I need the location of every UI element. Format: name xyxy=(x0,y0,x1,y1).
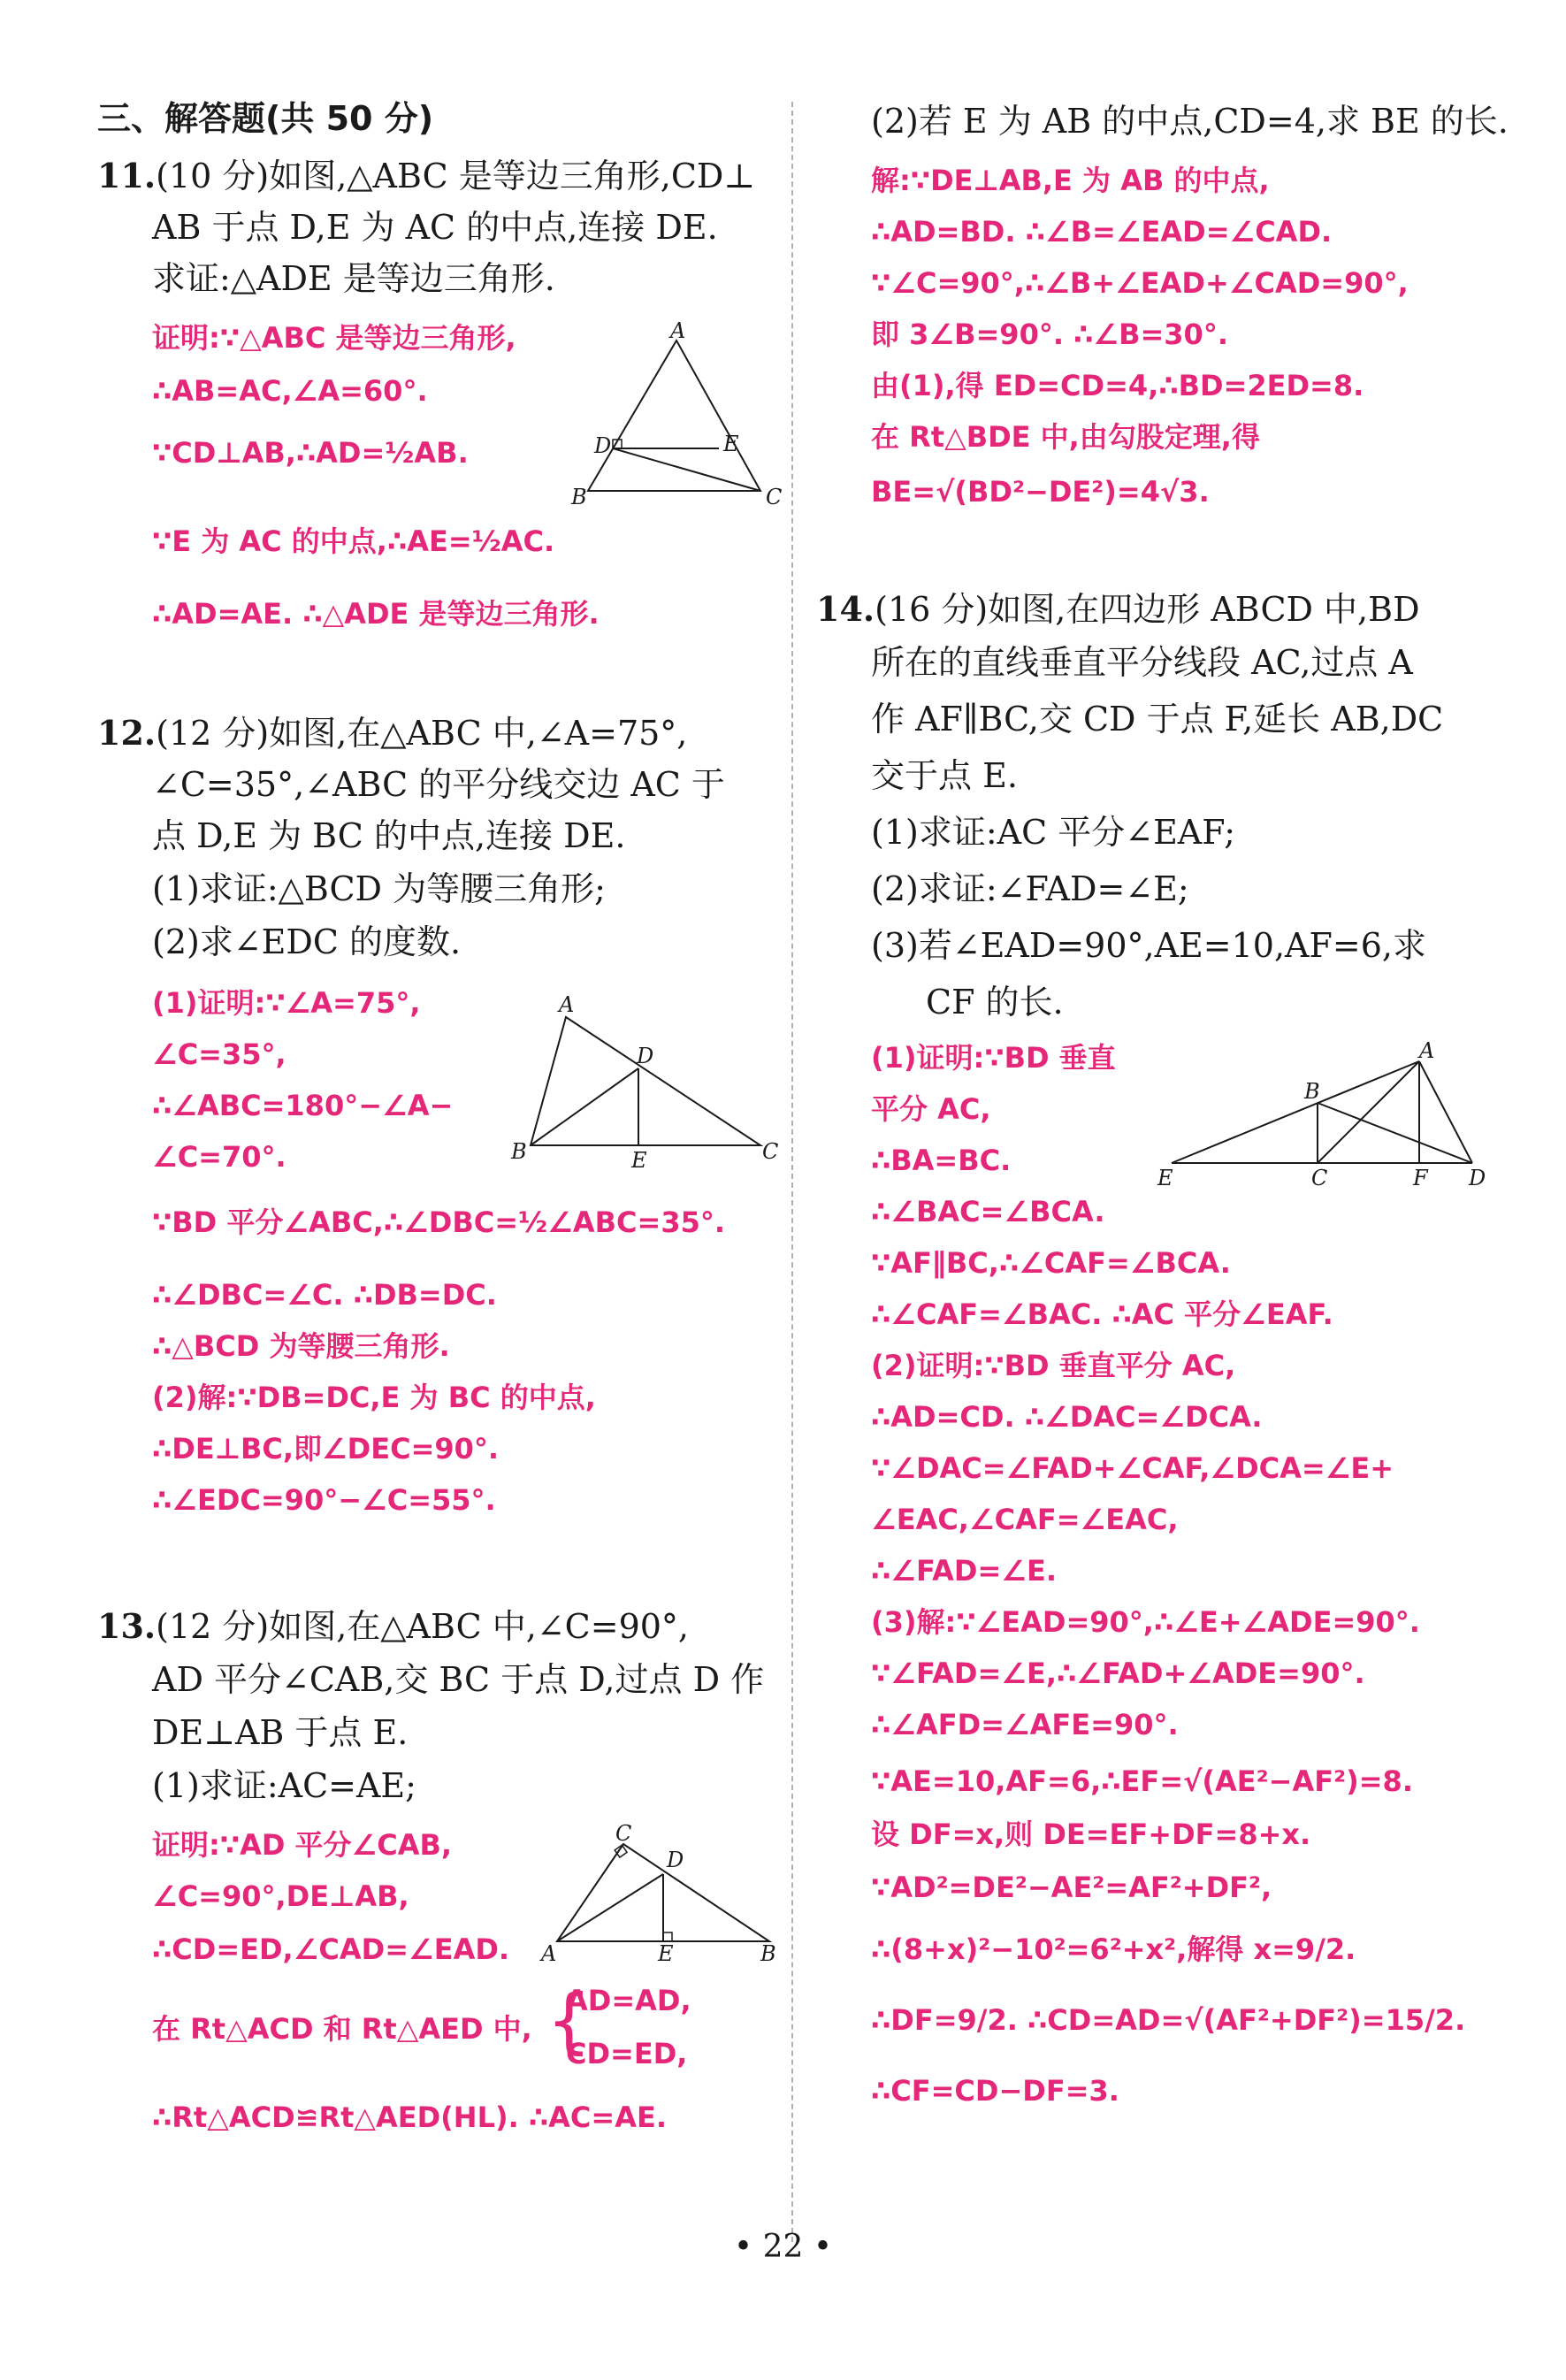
q12-line: (1)求证:△BCD 为等腰三角形; xyxy=(152,869,606,908)
q13-solution-line: 在 Rt△ACD 和 Rt△AED 中, xyxy=(152,2012,532,2046)
q14-number: 14. xyxy=(816,589,875,629)
q13-label-a: A xyxy=(541,1941,557,1966)
q14-line: 作 AF∥BC,交 CD 于点 F,延长 AB,DC xyxy=(871,700,1444,738)
q14-solution-line: ∴CF=CD−DF=3. xyxy=(871,2074,1119,2108)
q14-label-b: B xyxy=(1304,1079,1320,1104)
q14-solution-line: ∴∠FAD=∠E. xyxy=(871,1554,1057,1588)
q12-solution-line: ∴DE⊥BC,即∠DEC=90°. xyxy=(152,1432,500,1465)
q14-solution-line: ∴BA=BC. xyxy=(871,1144,1012,1177)
q11-solution-line: ∵CD⊥AB,∴AD=½AB. xyxy=(152,436,469,470)
q14-line: (3)若∠EAD=90°,AE=10,AF=6,求 xyxy=(871,926,1426,965)
q11-label-a: A xyxy=(670,318,686,343)
q11-solution-line: 证明:∵△ABC 是等边三角形, xyxy=(152,321,516,355)
q14-solution-line: ∴DF=9/2. ∴CD=AD=√(AF²+DF²)=15/2. xyxy=(871,2003,1466,2037)
q12-label-a: A xyxy=(559,992,575,1017)
q13-number: 13. xyxy=(97,1606,157,1646)
q14-label-e: E xyxy=(1157,1166,1173,1190)
q12-line: 点 D,E 为 BC 的中点,连接 DE. xyxy=(152,816,626,855)
q13-part2: (2)若 E 为 AB 的中点,CD=4,求 BE 的长. xyxy=(871,102,1509,141)
q12-line: (12 分)如图,在△ABC 中,∠A=75°, xyxy=(156,714,688,753)
q11-line: AB 于点 D,E 为 AC 的中点,连接 DE. xyxy=(152,208,718,247)
q12-solution-line: (2)解:∵DB=DC,E 为 BC 的中点, xyxy=(152,1381,596,1414)
q13-solution-line: 证明:∵AD 平分∠CAB, xyxy=(152,1828,453,1862)
q12-solution-line: (1)证明:∵∠A=75°, xyxy=(152,986,421,1020)
q13-solution2-line: ∴AD=BD. ∴∠B=∠EAD=∠CAD. xyxy=(871,215,1333,249)
q12-figure xyxy=(504,991,779,1173)
q14-solution-line: ∵AD²=DE²−AE²=AF²+DF², xyxy=(871,1871,1272,1904)
q13-solution2-line: 即 3∠B=90°. ∴∠B=30°. xyxy=(871,318,1228,351)
q14-label-c: C xyxy=(1311,1166,1328,1190)
q14-solution-line: ∠EAC,∠CAF=∠EAC, xyxy=(871,1503,1179,1536)
q14-line: CF 的长. xyxy=(926,983,1064,1022)
q11-label-d: D xyxy=(594,433,612,458)
q11-line: 求证:△ADE 是等边三角形. xyxy=(152,259,555,298)
q12-solution-line: ∴∠DBC=∠C. ∴DB=DC. xyxy=(152,1278,497,1312)
q13-solution-line: AD=AD, xyxy=(566,1984,691,2017)
q13-figure xyxy=(539,1821,778,1968)
q13-solution-line: ∴CD=ED,∠CAD=∠EAD. xyxy=(152,1932,510,1966)
q11-line: (10 分)如图,△ABC 是等边三角形,CD⊥ xyxy=(156,157,756,195)
q13-label-d: D xyxy=(667,1848,684,1872)
q13-solution-line: ∠C=90°,DE⊥AB, xyxy=(152,1879,409,1913)
q13-label-c: C xyxy=(615,1821,632,1846)
page-number: • 22 • xyxy=(733,2229,833,2265)
q14-solution-line: ∴∠AFD=∠AFE=90°. xyxy=(871,1708,1179,1741)
q12-label-c: C xyxy=(762,1139,779,1164)
q12-line: ∠C=35°,∠ABC 的平分线交边 AC 于 xyxy=(152,765,725,804)
q11-solution-line: ∴AD=AE. ∴△ADE 是等边三角形. xyxy=(152,597,600,631)
q14-solution-line: (3)解:∵∠EAD=90°,∴∠E+∠ADE=90°. xyxy=(871,1605,1420,1639)
q11-label-b: B xyxy=(571,485,587,509)
q11-solution-line: ∵E 为 AC 的中点,∴AE=½AC. xyxy=(152,524,555,558)
q11-solution-line: ∴AB=AC,∠A=60°. xyxy=(152,374,428,408)
q11-figure xyxy=(557,318,783,513)
q14-line: (2)求证:∠FAD=∠E; xyxy=(871,869,1189,908)
q12-number: 12. xyxy=(97,713,157,753)
q12-solution-line: ∠C=70°. xyxy=(152,1140,286,1174)
q14-solution-line: ∴∠CAF=∠BAC. ∴AC 平分∠EAF. xyxy=(871,1297,1333,1331)
q14-solution-line: ∴∠BAC=∠BCA. xyxy=(871,1195,1105,1228)
q13-solution2-line: ∵∠C=90°,∴∠B+∠EAD+∠CAD=90°, xyxy=(871,266,1409,300)
q14-label-a: A xyxy=(1419,1038,1435,1063)
q14-figure xyxy=(1154,1038,1490,1194)
q12-solution-line: ∴△BCD 为等腰三角形. xyxy=(152,1329,450,1363)
q13-solution2-line: 解:∵DE⊥AB,E 为 AB 的中点, xyxy=(871,164,1270,197)
q12-solution-line: ∴∠EDC=90°−∠C=55°. xyxy=(152,1483,496,1517)
q12-label-d: D xyxy=(637,1044,654,1068)
q14-solution-line: ∵AF∥BC,∴∠CAF=∠BCA. xyxy=(871,1246,1231,1280)
q14-solution-line: 平分 AC, xyxy=(871,1092,991,1126)
q13-label-e: E xyxy=(658,1941,674,1966)
q11-label-c: C xyxy=(766,485,783,509)
q14-solution-line: ∴(8+x)²−10²=6²+x²,解得 x=9/2. xyxy=(871,1932,1356,1966)
q13-line: AD 平分∠CAB,交 BC 于点 D,过点 D 作 xyxy=(152,1660,765,1699)
q12-solution-line: ∴∠ABC=180°−∠A− xyxy=(152,1089,454,1122)
q14-solution-line: (1)证明:∵BD 垂直 xyxy=(871,1041,1116,1075)
section-title: 三、解答题(共 50 分) xyxy=(97,99,434,138)
q14-solution-line: ∵∠FAD=∠E,∴∠FAD+∠ADE=90°. xyxy=(871,1657,1365,1690)
q13-solution-line: ∴Rt△ACD≌Rt△AED(HL). ∴AC=AE. xyxy=(152,2101,667,2134)
q14-label-d: D xyxy=(1469,1166,1486,1190)
q13-line: (12 分)如图,在△ABC 中,∠C=90°, xyxy=(156,1607,690,1646)
q13-solution-line: CD=ED, xyxy=(566,2037,688,2070)
column-divider xyxy=(791,102,793,2242)
q14-solution-line: ∵AE=10,AF=6,∴EF=√(AE²−AF²)=8. xyxy=(871,1764,1413,1798)
q13-line: DE⊥AB 于点 E. xyxy=(152,1713,409,1752)
q12-solution-line: ∠C=35°, xyxy=(152,1037,286,1071)
q14-solution-line: (2)证明:∵BD 垂直平分 AC, xyxy=(871,1349,1236,1382)
q12-label-e: E xyxy=(631,1148,647,1173)
q13-label-b: B xyxy=(760,1941,776,1966)
q13-solution2-line: 由(1),得 ED=CD=4,∴BD=2ED=8. xyxy=(871,369,1364,402)
q13-line: (1)求证:AC=AE; xyxy=(152,1766,416,1805)
q14-solution-line: ∴AD=CD. ∴∠DAC=∠DCA. xyxy=(871,1400,1263,1434)
q13-brace: { xyxy=(546,1979,592,2062)
q11-number: 11. xyxy=(97,156,157,195)
q14-line: 交于点 E. xyxy=(871,756,1018,795)
q11-label-e: E xyxy=(723,432,739,456)
q14-solution-line: 设 DF=x,则 DE=EF+DF=8+x. xyxy=(871,1818,1311,1851)
q14-line: 所在的直线垂直平分线段 AC,过点 A xyxy=(871,643,1413,682)
q14-label-f: F xyxy=(1413,1166,1428,1190)
q13-solution2-line: BE=√(BD²−DE²)=4√3. xyxy=(871,475,1210,509)
q12-line: (2)求∠EDC 的度数. xyxy=(152,922,462,961)
q14-line: (16 分)如图,在四边形 ABCD 中,BD xyxy=(875,590,1420,629)
q14-line: (1)求证:AC 平分∠EAF; xyxy=(871,813,1236,852)
q12-solution-line: ∵BD 平分∠ABC,∴∠DBC=½∠ABC=35°. xyxy=(152,1205,726,1239)
q12-label-b: B xyxy=(511,1139,527,1164)
q13-solution2-line: 在 Rt△BDE 中,由勾股定理,得 xyxy=(871,420,1260,454)
q14-solution-line: ∵∠DAC=∠FAD+∠CAF,∠DCA=∠E+ xyxy=(871,1451,1394,1485)
